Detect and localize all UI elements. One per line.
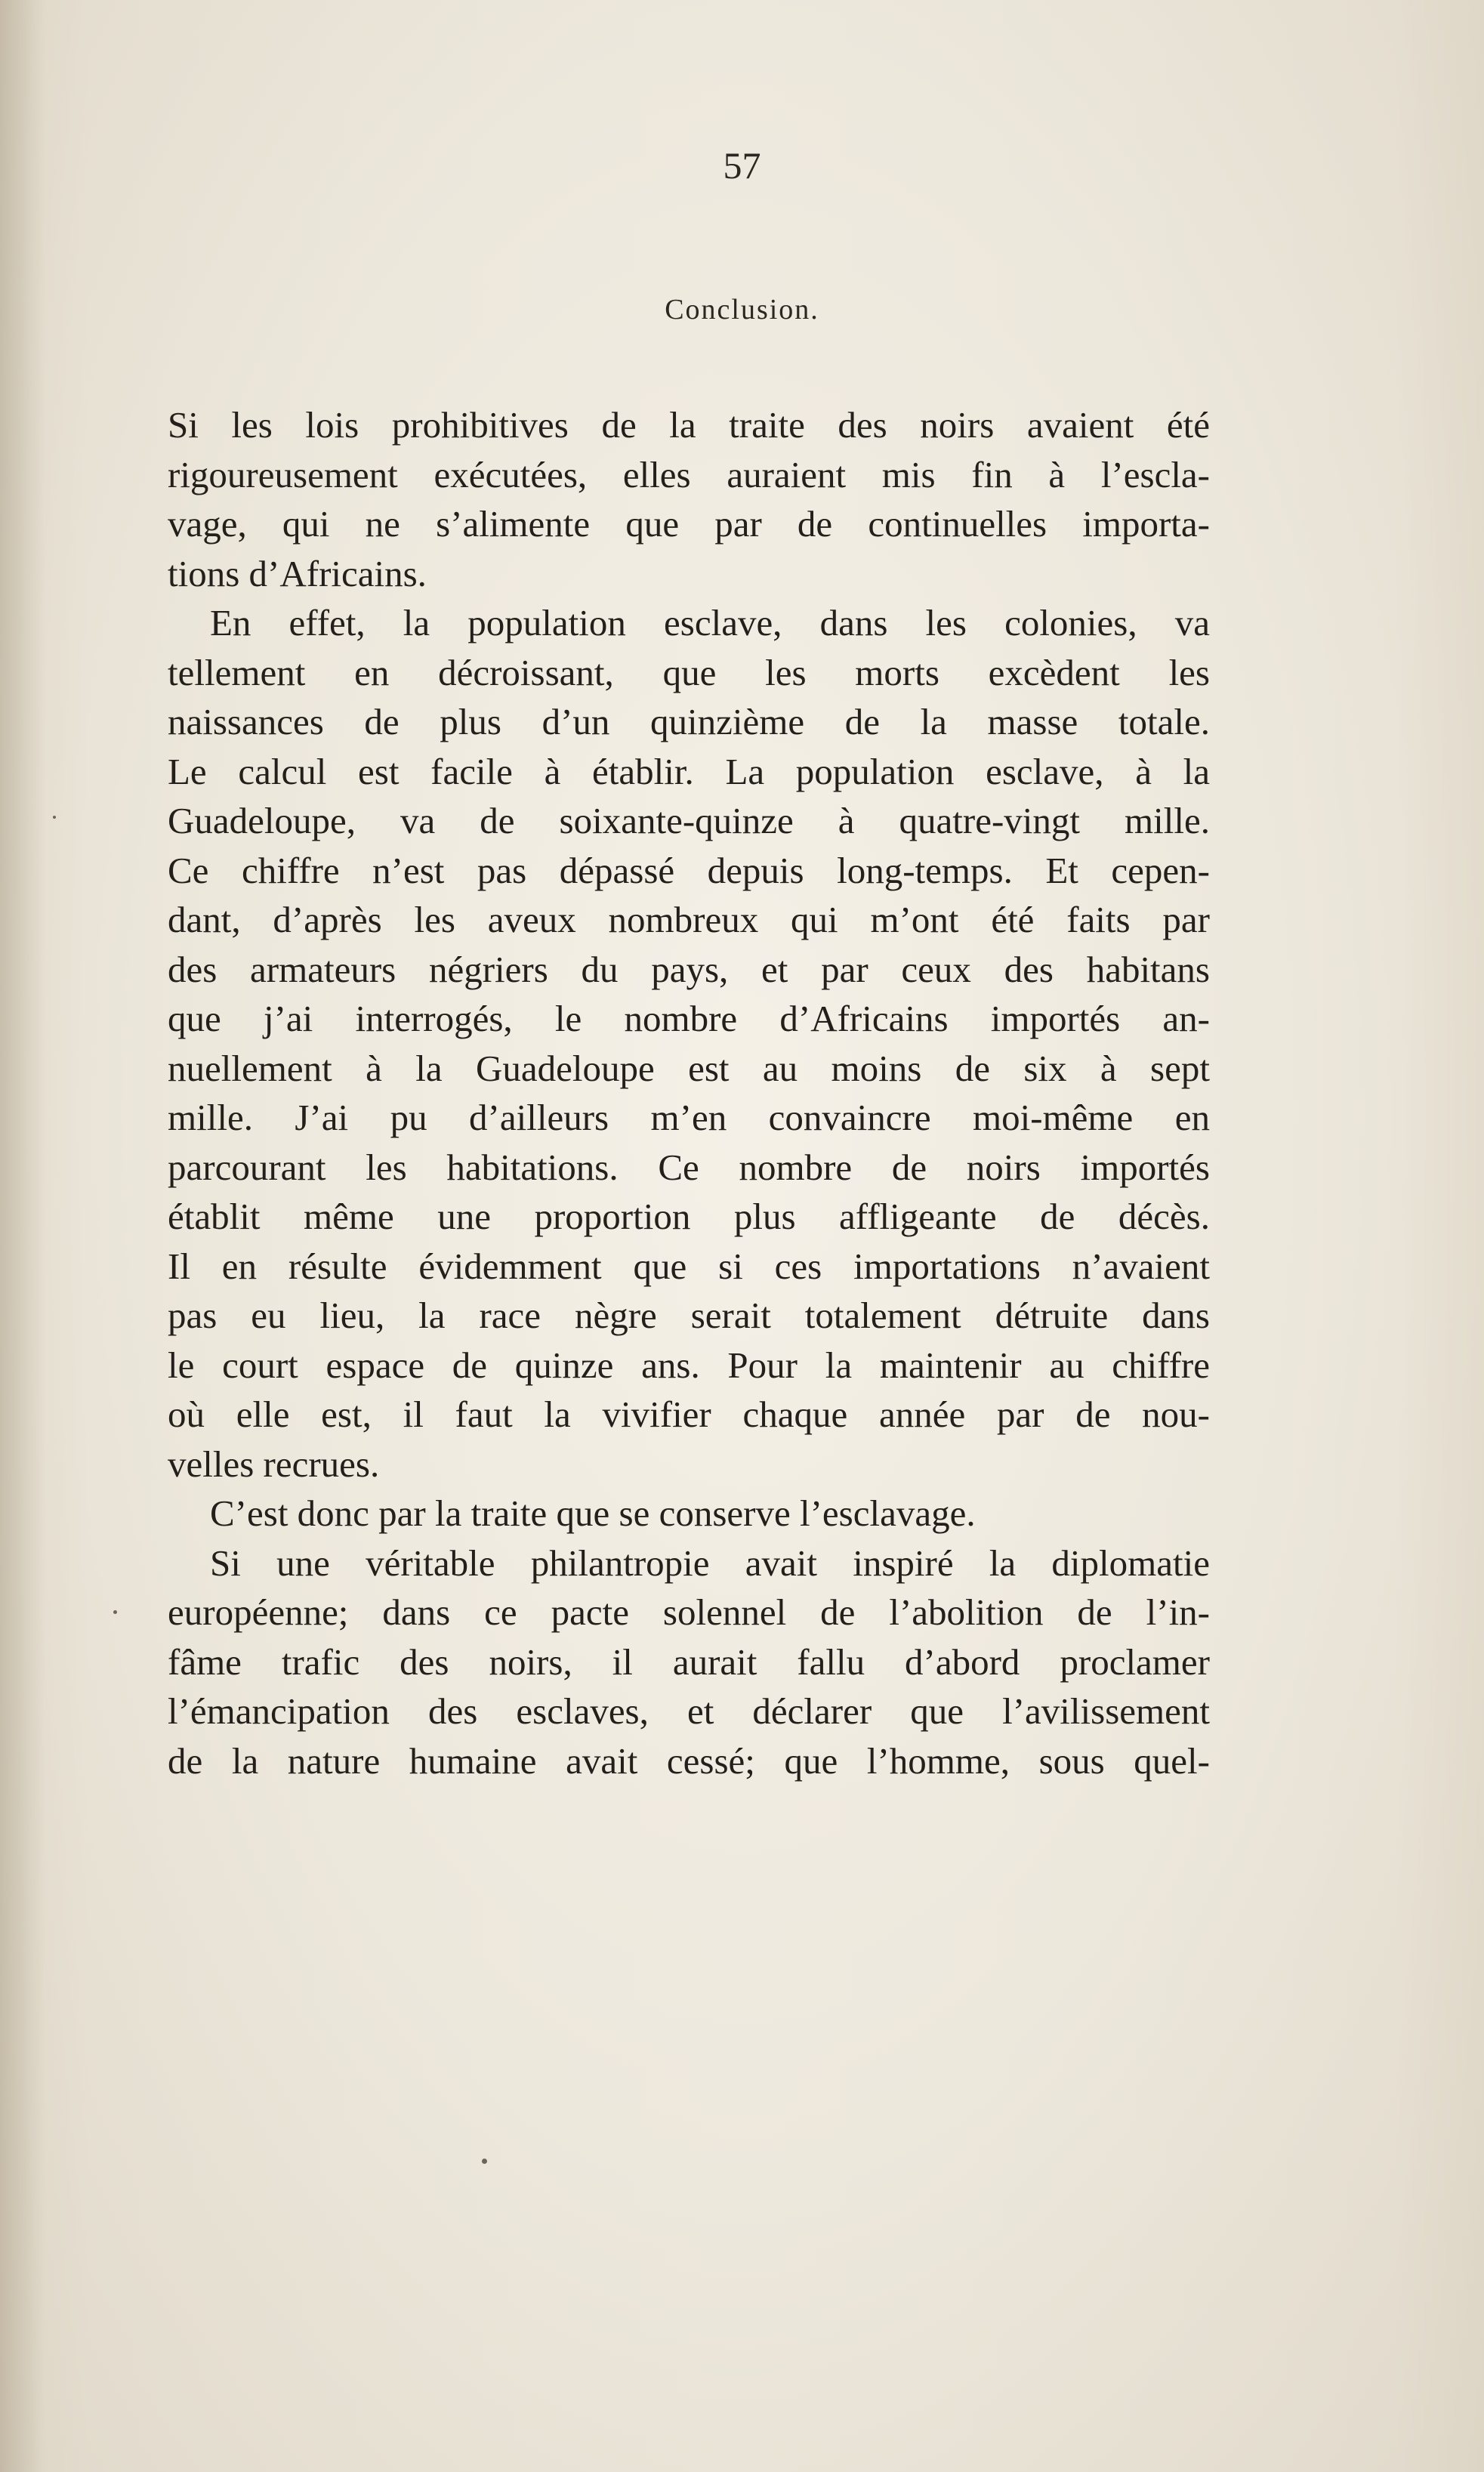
body-text [168, 400, 1210, 1785]
paper-speck [482, 2159, 487, 2164]
text-line: que j’ai interrogés, le nombre d’Africains importés an- [168, 998, 1210, 1039]
text-line: Ce chiffre n’est pas dépassé depuis long-temps. Et cepen- [168, 849, 1210, 891]
text-line: tellement en décroissant, que les morts excèdent les [168, 651, 1210, 693]
text-line: où elle est, il faut la vivifier chaque année par de nou- [168, 1393, 1210, 1435]
text-line: des armateurs négriers du pays, et par ceux des habitans [168, 948, 1210, 990]
text-line: Il en résulte évidemment que si ces importations n’avaient [168, 1245, 1210, 1287]
text-line: l’émancipation des esclaves, et déclarer que l’avilissement [168, 1690, 1210, 1732]
page-number: 57 [723, 144, 761, 187]
page-gutter-shadow [0, 0, 45, 2472]
section-heading: Conclusion. [665, 294, 819, 326]
text-line: velles recrues. [168, 1443, 380, 1485]
text-line: C’est donc par la traite que se conserve l’esclavage. [210, 1492, 976, 1534]
text-line: Si une véritable philantropie avait inspiré la diplomatie [210, 1542, 1210, 1584]
text-line: tions d’Africains. [168, 552, 427, 594]
text-line: Guadeloupe, va de soixante-quinze à quatre-vingt mille. [168, 800, 1210, 841]
text-line: rigoureusement exécutées, elles auraient mis fin à l’escla- [168, 453, 1210, 495]
text-line: naissances de plus d’un quinzième de la masse totale. [168, 701, 1210, 742]
text-line: établit même une proportion plus affligeante de décès. [168, 1196, 1210, 1237]
text-line: nuellement à la Guadeloupe est au moins de six à sept [168, 1047, 1210, 1089]
text-line: pas eu lieu, la race nègre serait totalement détruite dans [168, 1295, 1210, 1336]
text-line: Le calcul est facile à établir. La population esclave, à la [168, 750, 1210, 792]
text-line: parcourant les habitations. Ce nombre de noirs importés [168, 1146, 1210, 1188]
text-line: le court espace de quinze ans. Pour la maintenir au chiffre [168, 1344, 1210, 1386]
text-line: En effet, la population esclave, dans les colonies, va [210, 602, 1210, 643]
text-line: Si les lois prohibitives de la traite des noirs avaient été [168, 404, 1210, 446]
text-line: dant, d’après les aveux nombreux qui m’ont été faits par [168, 899, 1210, 940]
paper-speck [113, 1610, 117, 1614]
text-line: vage, qui ne s’alimente que par de continuelles importa- [168, 503, 1210, 545]
paper-speck [53, 816, 56, 819]
text-line: mille. J’ai pu d’ailleurs m’en convaincre moi-même en [168, 1097, 1210, 1138]
text-line: fâme trafic des noirs, il aurait fallu d’abord proclamer [168, 1640, 1210, 1683]
text-line: européenne; dans ce pacte solennel de l’abolition de l’in- [168, 1591, 1210, 1633]
text-line: de la nature humaine avait cessé; que l’homme, sous quel- [168, 1739, 1210, 1782]
